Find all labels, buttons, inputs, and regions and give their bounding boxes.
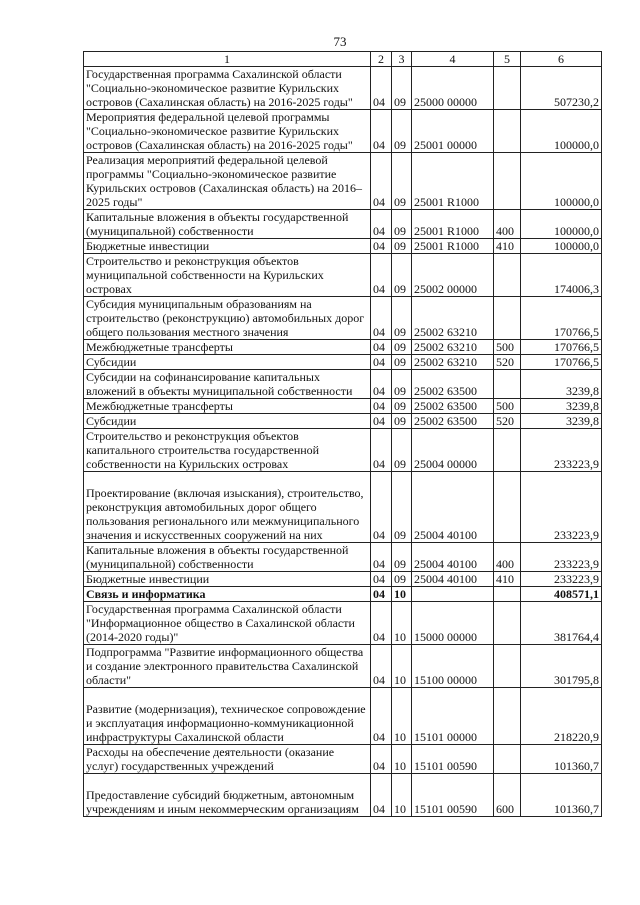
row-c2-cell: 04 [371, 110, 392, 153]
row-c2-cell: 04 [371, 254, 392, 297]
row-name-cell: Субсидии [84, 355, 371, 370]
row-name-cell: Связь и информатика [84, 587, 371, 602]
row-c3-cell: 09 [392, 543, 412, 572]
row-c3-cell: 09 [392, 239, 412, 254]
row-c5-cell [494, 429, 521, 472]
row-c2-cell: 04 [371, 297, 392, 340]
row-c2-cell: 04 [371, 239, 392, 254]
row-c4-cell: 25002 63500 [412, 399, 494, 414]
row-name-cell: Бюджетные инвестиции [84, 239, 371, 254]
row-c6-cell: 233223,9 [521, 472, 602, 543]
row-c5-cell: 600 [494, 774, 521, 817]
table-row [84, 774, 602, 817]
row-c6-cell: 507230,2 [521, 67, 602, 110]
row-c6-cell: 170766,5 [521, 297, 602, 340]
row-name-cell: Капитальные вложения в объекты государственной (муниципальной) собственности [84, 543, 371, 572]
row-c6-cell: 174006,3 [521, 254, 602, 297]
row-c4-cell: 25004 40100 [412, 572, 494, 587]
row-name-cell: Строительство и реконструкция объектов муниципальной собственности на Курильских островах [84, 254, 371, 297]
header-cell-2: 2 [371, 52, 392, 67]
row-c2-cell: 04 [371, 370, 392, 399]
row-c3-cell: 09 [392, 254, 412, 297]
row-name-cell: Государственная программа Сахалинской области "Информационное общество в Сахалинской области (2014-2020 годы)" [84, 602, 371, 645]
row-c2-cell: 04 [371, 340, 392, 355]
row-c5-cell [494, 602, 521, 645]
row-c5-cell [494, 110, 521, 153]
row-c4-cell: 25004 40100 [412, 472, 494, 543]
row-c4-cell: 25004 00000 [412, 429, 494, 472]
row-name-cell: Строительство и реконструкция объектов капитального строительства государственной собственности на Курильских островах [84, 429, 371, 472]
row-c2-cell: 04 [371, 429, 392, 472]
row-c2-cell: 04 [371, 67, 392, 110]
table-row [84, 239, 602, 254]
table-row [84, 688, 602, 745]
row-c3-cell: 09 [392, 472, 412, 543]
row-c5-cell: 400 [494, 543, 521, 572]
header-cell-3: 3 [392, 52, 412, 67]
row-name-cell: Мероприятия федеральной целевой программы "Социально-экономическое развитие Курильских островов (Сахалинская область) на 2016-2025 годы" [84, 110, 371, 153]
row-c4-cell: 25002 63210 [412, 340, 494, 355]
header-cell-4: 4 [412, 52, 494, 67]
row-c6-cell: 301795,8 [521, 645, 602, 688]
table-row [84, 587, 602, 602]
row-name-cell: Подпрограмма "Развитие информационного общества и создание электронного правительства Сахалинской области" [84, 645, 371, 688]
table-row [84, 602, 602, 645]
table-row [84, 370, 602, 399]
row-c5-cell [494, 645, 521, 688]
row-c2-cell: 04 [371, 774, 392, 817]
row-c2-cell: 04 [371, 572, 392, 587]
row-c6-cell: 233223,9 [521, 543, 602, 572]
table-row [84, 67, 602, 110]
budget-table [83, 51, 602, 817]
row-c6-cell: 408571,1 [521, 587, 602, 602]
row-c3-cell: 10 [392, 774, 412, 817]
row-c5-cell: 500 [494, 340, 521, 355]
row-c2-cell: 04 [371, 745, 392, 774]
row-c4-cell: 25001 00000 [412, 110, 494, 153]
header-cell-1: 1 [84, 52, 371, 67]
row-c6-cell: 170766,5 [521, 355, 602, 370]
row-c3-cell: 09 [392, 110, 412, 153]
row-name-cell: Субсидия муниципальным образованиям на строительство (реконструкцию) автомобильных дорог общего пользования местного значения [84, 297, 371, 340]
row-name-cell: Субсидии на софинансирование капитальных вложений в объекты муниципальной собственности [84, 370, 371, 399]
row-name-cell: Предоставление субсидий бюджетным, автономным учреждениям и иным некоммерческим организациям [84, 774, 371, 817]
row-name-cell: Межбюджетные трансферты [84, 340, 371, 355]
row-c6-cell: 170766,5 [521, 340, 602, 355]
header-row [84, 52, 602, 67]
row-c2-cell: 04 [371, 688, 392, 745]
row-c3-cell: 09 [392, 572, 412, 587]
row-c5-cell: 400 [494, 210, 521, 239]
row-c5-cell [494, 297, 521, 340]
row-c4-cell: 15100 00000 [412, 645, 494, 688]
row-c2-cell: 04 [371, 355, 392, 370]
row-c4-cell: 25001 R1000 [412, 153, 494, 210]
table-body [84, 67, 602, 817]
row-c4-cell: 25002 00000 [412, 254, 494, 297]
table-row [84, 572, 602, 587]
row-c6-cell: 3239,8 [521, 414, 602, 429]
table-row [84, 210, 602, 239]
row-c4-cell: 25002 63500 [412, 414, 494, 429]
row-c3-cell: 09 [392, 414, 412, 429]
row-c4-cell: 15101 00000 [412, 688, 494, 745]
row-name-cell: Капитальные вложения в объекты государственной (муниципальной) собственности [84, 210, 371, 239]
row-c3-cell: 09 [392, 153, 412, 210]
row-c2-cell: 04 [371, 472, 392, 543]
row-c6-cell: 100000,0 [521, 239, 602, 254]
row-c6-cell: 100000,0 [521, 153, 602, 210]
row-c5-cell [494, 745, 521, 774]
row-name-cell: Межбюджетные трансферты [84, 399, 371, 414]
row-c3-cell: 10 [392, 745, 412, 774]
row-c4-cell: 15000 00000 [412, 602, 494, 645]
row-c6-cell: 233223,9 [521, 429, 602, 472]
row-c2-cell: 04 [371, 587, 392, 602]
row-c5-cell [494, 67, 521, 110]
row-c4-cell: 25002 63210 [412, 297, 494, 340]
row-c4-cell: 25002 63500 [412, 370, 494, 399]
row-c3-cell: 09 [392, 429, 412, 472]
row-c3-cell: 10 [392, 587, 412, 602]
table-row [84, 414, 602, 429]
table-row [84, 472, 602, 543]
row-c4-cell: 25001 R1000 [412, 239, 494, 254]
row-name-cell: Проектирование (включая изыскания), строительство, реконструкция автомобильных дорог общего пользования регионального или межмуниципального значения и искусственных сооружений на них [84, 472, 371, 543]
header-cell-5: 5 [494, 52, 521, 67]
row-c3-cell: 09 [392, 210, 412, 239]
row-c5-cell: 520 [494, 355, 521, 370]
table-row [84, 429, 602, 472]
row-c4-cell [412, 587, 494, 602]
row-c2-cell: 04 [371, 602, 392, 645]
row-c6-cell: 3239,8 [521, 370, 602, 399]
row-c6-cell: 101360,7 [521, 745, 602, 774]
row-c6-cell: 381764,4 [521, 602, 602, 645]
row-c2-cell: 04 [371, 543, 392, 572]
row-c6-cell: 100000,0 [521, 210, 602, 239]
row-c4-cell: 25000 00000 [412, 67, 494, 110]
table-row [84, 297, 602, 340]
row-c3-cell: 09 [392, 67, 412, 110]
row-name-cell: Реализация мероприятий федеральной целевой программы "Социально-экономическое развитие Курильских островов (Сахалинская область) на 2016–2025 годы" [84, 153, 371, 210]
row-c3-cell: 10 [392, 602, 412, 645]
row-c6-cell: 101360,7 [521, 774, 602, 817]
row-c6-cell: 218220,9 [521, 688, 602, 745]
row-name-cell: Развитие (модернизация), техническое сопровождение и эксплуатация информационно-коммуникационной инфраструктуры Сахалинской области [84, 688, 371, 745]
row-c2-cell: 04 [371, 414, 392, 429]
page-number: 73 [333, 34, 347, 49]
row-c3-cell: 10 [392, 645, 412, 688]
row-c5-cell: 410 [494, 239, 521, 254]
row-c5-cell [494, 587, 521, 602]
row-c4-cell: 25004 40100 [412, 543, 494, 572]
table-row [84, 543, 602, 572]
row-c2-cell: 04 [371, 153, 392, 210]
table-row [84, 355, 602, 370]
row-c3-cell: 09 [392, 355, 412, 370]
row-c6-cell: 100000,0 [521, 110, 602, 153]
row-c5-cell [494, 254, 521, 297]
row-c3-cell: 09 [392, 297, 412, 340]
row-c5-cell [494, 370, 521, 399]
row-c4-cell: 15101 00590 [412, 745, 494, 774]
row-name-cell: Расходы на обеспечение деятельности (оказание услуг) государственных учреждений [84, 745, 371, 774]
row-name-cell: Бюджетные инвестиции [84, 572, 371, 587]
table-row [84, 645, 602, 688]
row-c5-cell: 500 [494, 399, 521, 414]
row-c3-cell: 09 [392, 370, 412, 399]
row-c5-cell: 410 [494, 572, 521, 587]
row-c6-cell: 3239,8 [521, 399, 602, 414]
row-c5-cell [494, 472, 521, 543]
table-row [84, 110, 602, 153]
row-c5-cell [494, 153, 521, 210]
row-c5-cell [494, 688, 521, 745]
table-row [84, 399, 602, 414]
row-c2-cell: 04 [371, 399, 392, 414]
table-row [84, 340, 602, 355]
row-c3-cell: 09 [392, 399, 412, 414]
row-c3-cell: 09 [392, 340, 412, 355]
row-c5-cell: 520 [494, 414, 521, 429]
table-header [84, 52, 602, 67]
row-name-cell: Государственная программа Сахалинской области "Социально-экономическое развитие Курильских островов (Сахалинская область) на 2016-2025 годы" [84, 67, 371, 110]
row-c3-cell: 10 [392, 688, 412, 745]
row-c2-cell: 04 [371, 210, 392, 239]
table-row [84, 254, 602, 297]
header-cell-6: 6 [521, 52, 602, 67]
row-c4-cell: 25001 R1000 [412, 210, 494, 239]
row-c2-cell: 04 [371, 645, 392, 688]
row-c6-cell: 233223,9 [521, 572, 602, 587]
row-name-cell: Субсидии [84, 414, 371, 429]
row-c4-cell: 25002 63210 [412, 355, 494, 370]
table-row [84, 745, 602, 774]
table-row [84, 153, 602, 210]
row-c4-cell: 15101 00590 [412, 774, 494, 817]
